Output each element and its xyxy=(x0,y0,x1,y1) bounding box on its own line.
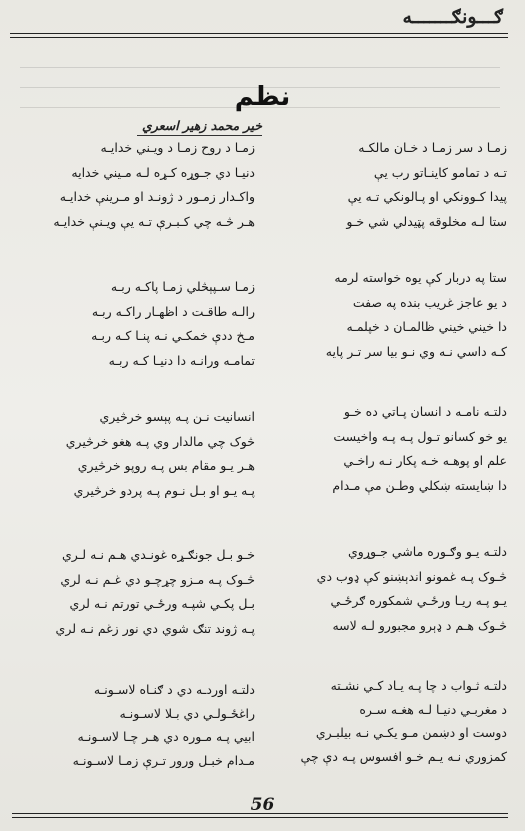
stanza xyxy=(15,678,255,772)
verse-line: يـو پـه ريـا ورځـي شمکوره ګرځـي xyxy=(330,593,507,608)
footer-rule-top xyxy=(12,813,508,814)
verse-line: مـدام خبـل ورور تـرې زمـا لاسـونـه xyxy=(72,752,255,768)
verse-line: دلتـه اوردـه دي د ګنـاه لاسـونـه xyxy=(93,682,255,697)
verse-line: دا ښايسته ښکلي وطـن مې مـدام xyxy=(332,477,507,493)
running-header: ګـــونګـــــــه xyxy=(402,6,503,28)
verse-line: پـه ژوند تنګ شوي دي نور زغم نـه لري xyxy=(55,620,255,636)
verse-line: تمامـه ورانـه دا دنيـا کـه ربـه xyxy=(108,352,255,368)
page-number: 56 xyxy=(250,795,275,815)
poem-title: نظم xyxy=(234,82,291,112)
stanza xyxy=(275,400,507,498)
verse-line: دنيـا دي جـوړه کـړه لـه مـيني خدايه xyxy=(71,164,255,180)
verse-line: د يو عاجز غريب بنده په صفت xyxy=(352,294,507,310)
verse-line: څـوک پـه مـزو چړچـو دي غـم نـه لري xyxy=(60,571,255,587)
verse-line: څـوک پـه غمونو اندېښنو کې ډوب دي xyxy=(316,568,507,584)
verse-line: بـل پکـي شپـه ورځـي تورتم نـه لري xyxy=(69,596,255,611)
verse-line: مـخ ددې خمکـي نـه پنـا کـه ربـه xyxy=(91,328,255,343)
verse-line: زمـا د سر زمـا د خـان مالکـه xyxy=(358,140,507,155)
header-rule-top xyxy=(10,33,508,34)
stanza xyxy=(15,405,255,503)
stanza xyxy=(15,275,255,373)
verse-line: څـوک هـم د ډېرو مجبورو لـه لاسه xyxy=(332,617,507,633)
stanza xyxy=(275,266,507,364)
verse-line: څوک چي مالدار وي پـه هغو خرڅيري xyxy=(65,433,255,449)
verse-line: کـه داسي نـه وي نـو بيا سر تـر پايه xyxy=(325,343,507,359)
verse-line: ستا په دربار کې يوه خواسته لرمه xyxy=(334,270,507,285)
verse-line: خـو بـل جونګـړه غونـدي هـم نـه لـري xyxy=(61,547,255,562)
stanza xyxy=(275,540,507,638)
verse-line: کمزوري نـه يـم خـو افسوس پـه دې چې xyxy=(300,748,507,764)
verse-line: دوست او دښمن مـو يکـي نـه بيلبـري xyxy=(315,725,507,740)
verse-line: هـر يـو مقام بس پـه روپو خرڅيري xyxy=(77,458,255,473)
verse-line: راغځـولـي دي بـلا لاسـونـه xyxy=(119,705,255,721)
verse-line: تـه د تمامو کاينـاتو رب يې xyxy=(373,164,507,180)
verse-line: يو خو کسانو تـول پـه پـه واخيست xyxy=(333,428,507,444)
verse-line: ستا لـه مخلوقه پټيدلي شي خـو xyxy=(346,213,507,229)
verse-line: دا خيني خيني ظالمـان د خپلمـه xyxy=(346,319,507,334)
verse-line: دلتـه يـو وګـوره ماشي جـوړوي xyxy=(348,544,507,559)
verse-line: زمـا سـپېڅلي زمـا پاکـه ربـه xyxy=(110,279,255,294)
stanza xyxy=(15,136,255,234)
header-rule-bottom xyxy=(10,37,508,38)
footer-rule-bottom xyxy=(12,817,508,818)
verse-line: زمـا د روح زمـا د ويـني خدايـه xyxy=(100,140,255,155)
verse-line: دلتـه نامـه د انسان پـاتي ده خـو xyxy=(343,404,507,419)
verse-line: واکـدار زمـور د ژونـد او مـرينې خدايـه xyxy=(59,189,255,204)
stanza xyxy=(275,136,507,234)
stanza xyxy=(275,674,507,768)
verse-line: ابيي پـه مـوره دي هـر چـا لاسـونـه xyxy=(77,729,255,744)
verse-line: علم او پوهـه خـه پکار نـه راخـي xyxy=(343,453,507,468)
verse-line: دلتـه ثـواب د چا پـه يـاد کـي نشـته xyxy=(330,678,507,693)
verse-line: انسانيت نـن پـه پېسو خرڅيري xyxy=(99,409,255,424)
verse-line: پـه يـو او بـل نـوم پـه پردو خرڅيري xyxy=(73,482,255,498)
stanza xyxy=(15,543,255,641)
verse-line: هـر څـه چي کـبـرې تـه يې ويـنې خدايـه xyxy=(53,213,255,229)
verse-line: د مغربـي دنيـا لـه هغـه سـره xyxy=(359,701,507,717)
poem-author: خیر محمد زهیر اسعري xyxy=(142,118,262,133)
verse-line: رالـه طاقـت د اظهـار راکـه ربـه xyxy=(91,303,255,319)
verse-line: پيدا کـوونکي او پـالونکي تـه يې xyxy=(347,189,507,204)
